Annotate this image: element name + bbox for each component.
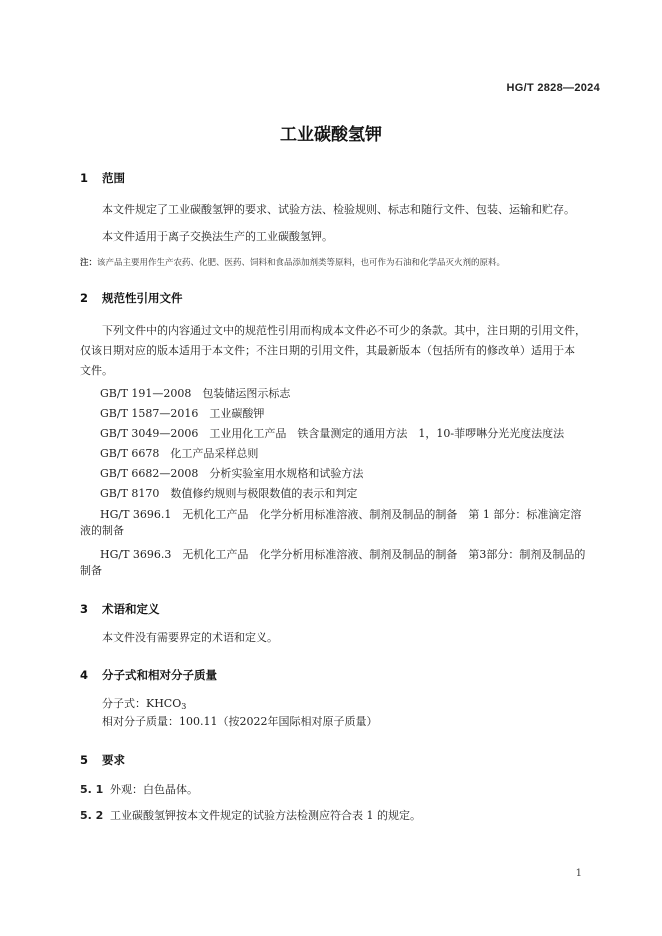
section-1-heading xyxy=(80,170,125,186)
reference-code: GB/T 8170 xyxy=(100,487,160,500)
note-text: 该产品主要用作生产农药、化肥、医药、饲料和食品添加剂类等原料，也可作为石油和化学品灭火剂的原料。 xyxy=(97,258,506,268)
mass-note: （按2022年国际相对原子质量） xyxy=(217,715,378,728)
section-3-heading xyxy=(80,601,160,617)
mass-value: 100.11 xyxy=(179,715,218,728)
scope-paragraph-2: 本文件适用于离子交换法生产的工业碳酸氢钾。 xyxy=(102,230,333,243)
reference-item xyxy=(100,465,363,481)
page-number: 1 xyxy=(575,868,582,879)
reference-title: 分析实验室用水规格和试验方法 xyxy=(209,467,364,480)
relative-molecular-mass xyxy=(102,712,378,732)
requirement-5-2 xyxy=(80,806,421,826)
reference-item xyxy=(100,485,357,501)
scope-paragraph-1: 本文件规定了工业碳酸氢钾的要求、试验方法、检验规则、标志和随行文件、包装、运输和贮存。 xyxy=(102,203,575,216)
section-2-heading xyxy=(80,290,183,306)
requirement-5-1 xyxy=(80,780,198,800)
reference-item xyxy=(100,405,264,421)
reference-title: 数值修约规则与极限数值的表示和判定 xyxy=(170,487,358,500)
reference-code: GB/T 6678 xyxy=(100,447,160,460)
section-title: 范围 xyxy=(102,171,125,185)
normative-intro-line-1: 下列文件中的内容通过文中的规范性引用而构成本文件必不可少的条款。其中，注日期的引用文件， xyxy=(102,324,586,337)
reference-item-hg-3-line-2: 制备 xyxy=(80,564,102,577)
section-number: 3 xyxy=(80,602,89,616)
reference-code: GB/T 6682—2008 xyxy=(100,467,199,480)
section-number: 4 xyxy=(80,668,89,682)
reference-item xyxy=(100,445,258,461)
reference-title: 化工产品采样总则 xyxy=(170,447,259,460)
section-5-heading xyxy=(80,752,125,768)
clause-number: 5. 2 xyxy=(80,809,104,822)
clause-text: 工业碳酸氢钾按本文件规定的试验方法检测应符合表 1 的规定。 xyxy=(110,809,421,822)
section-4-heading xyxy=(80,667,217,683)
formula-label: 分子式： xyxy=(102,697,146,710)
clause-number: 5. 1 xyxy=(80,783,104,796)
section-title: 规范性引用文件 xyxy=(102,291,183,305)
reference-item-hg-1-line-1: HG/T 3696.1 无机化工产品 化学分析用标准溶液、制剂及制品的制备 第 1 部分：标准滴定溶 xyxy=(100,508,582,521)
section-number: 5 xyxy=(80,753,89,767)
reference-item-hg-3-line-1: HG/T 3696.3 无机化工产品 化学分析用标准溶液、制剂及制品的制备 第3部分：制剂及制品的 xyxy=(100,548,586,561)
reference-code: GB/T 191—2008 xyxy=(100,387,192,400)
faint-watermark xyxy=(150,905,510,917)
reference-title: 包装储运图示标志 xyxy=(202,387,291,400)
terms-paragraph: 本文件没有需要界定的术语和定义。 xyxy=(102,631,278,644)
section-title: 要求 xyxy=(102,753,125,767)
mass-label: 相对分子质量： xyxy=(102,715,179,728)
note-label: 注： xyxy=(80,258,98,268)
formula-main: KHCO xyxy=(146,697,182,710)
clause-text: 外观：白色晶体。 xyxy=(110,783,198,796)
normative-intro-line-3: 文件。 xyxy=(80,364,113,377)
reference-item xyxy=(100,385,290,401)
scope-note xyxy=(80,256,505,268)
reference-title: 工业碳酸钾 xyxy=(209,407,265,420)
reference-code: GB/T 1587—2016 xyxy=(100,407,199,420)
reference-code: GB/T 3049—2006 xyxy=(100,427,199,440)
standard-code: HG/T 2828—2024 xyxy=(506,82,600,94)
reference-item xyxy=(100,425,564,441)
section-title: 术语和定义 xyxy=(102,602,160,616)
formula-subscript: 3 xyxy=(181,702,187,711)
reference-item-hg-1-line-2: 液的制备 xyxy=(80,524,124,537)
reference-title: 工业用化工产品 铁含量测定的通用方法 1，10-菲啰啉分光光度法度法 xyxy=(209,427,565,440)
section-title: 分子式和相对分子质量 xyxy=(102,668,217,682)
section-number: 2 xyxy=(80,291,89,305)
section-number: 1 xyxy=(80,171,89,185)
normative-intro-line-2: 仅该日期对应的版本适用于本文件；不注日期的引用文件，其最新版本（包括所有的修改单）适用于本 xyxy=(80,344,575,357)
document-title: 工业碳酸氢钾 xyxy=(280,125,382,145)
